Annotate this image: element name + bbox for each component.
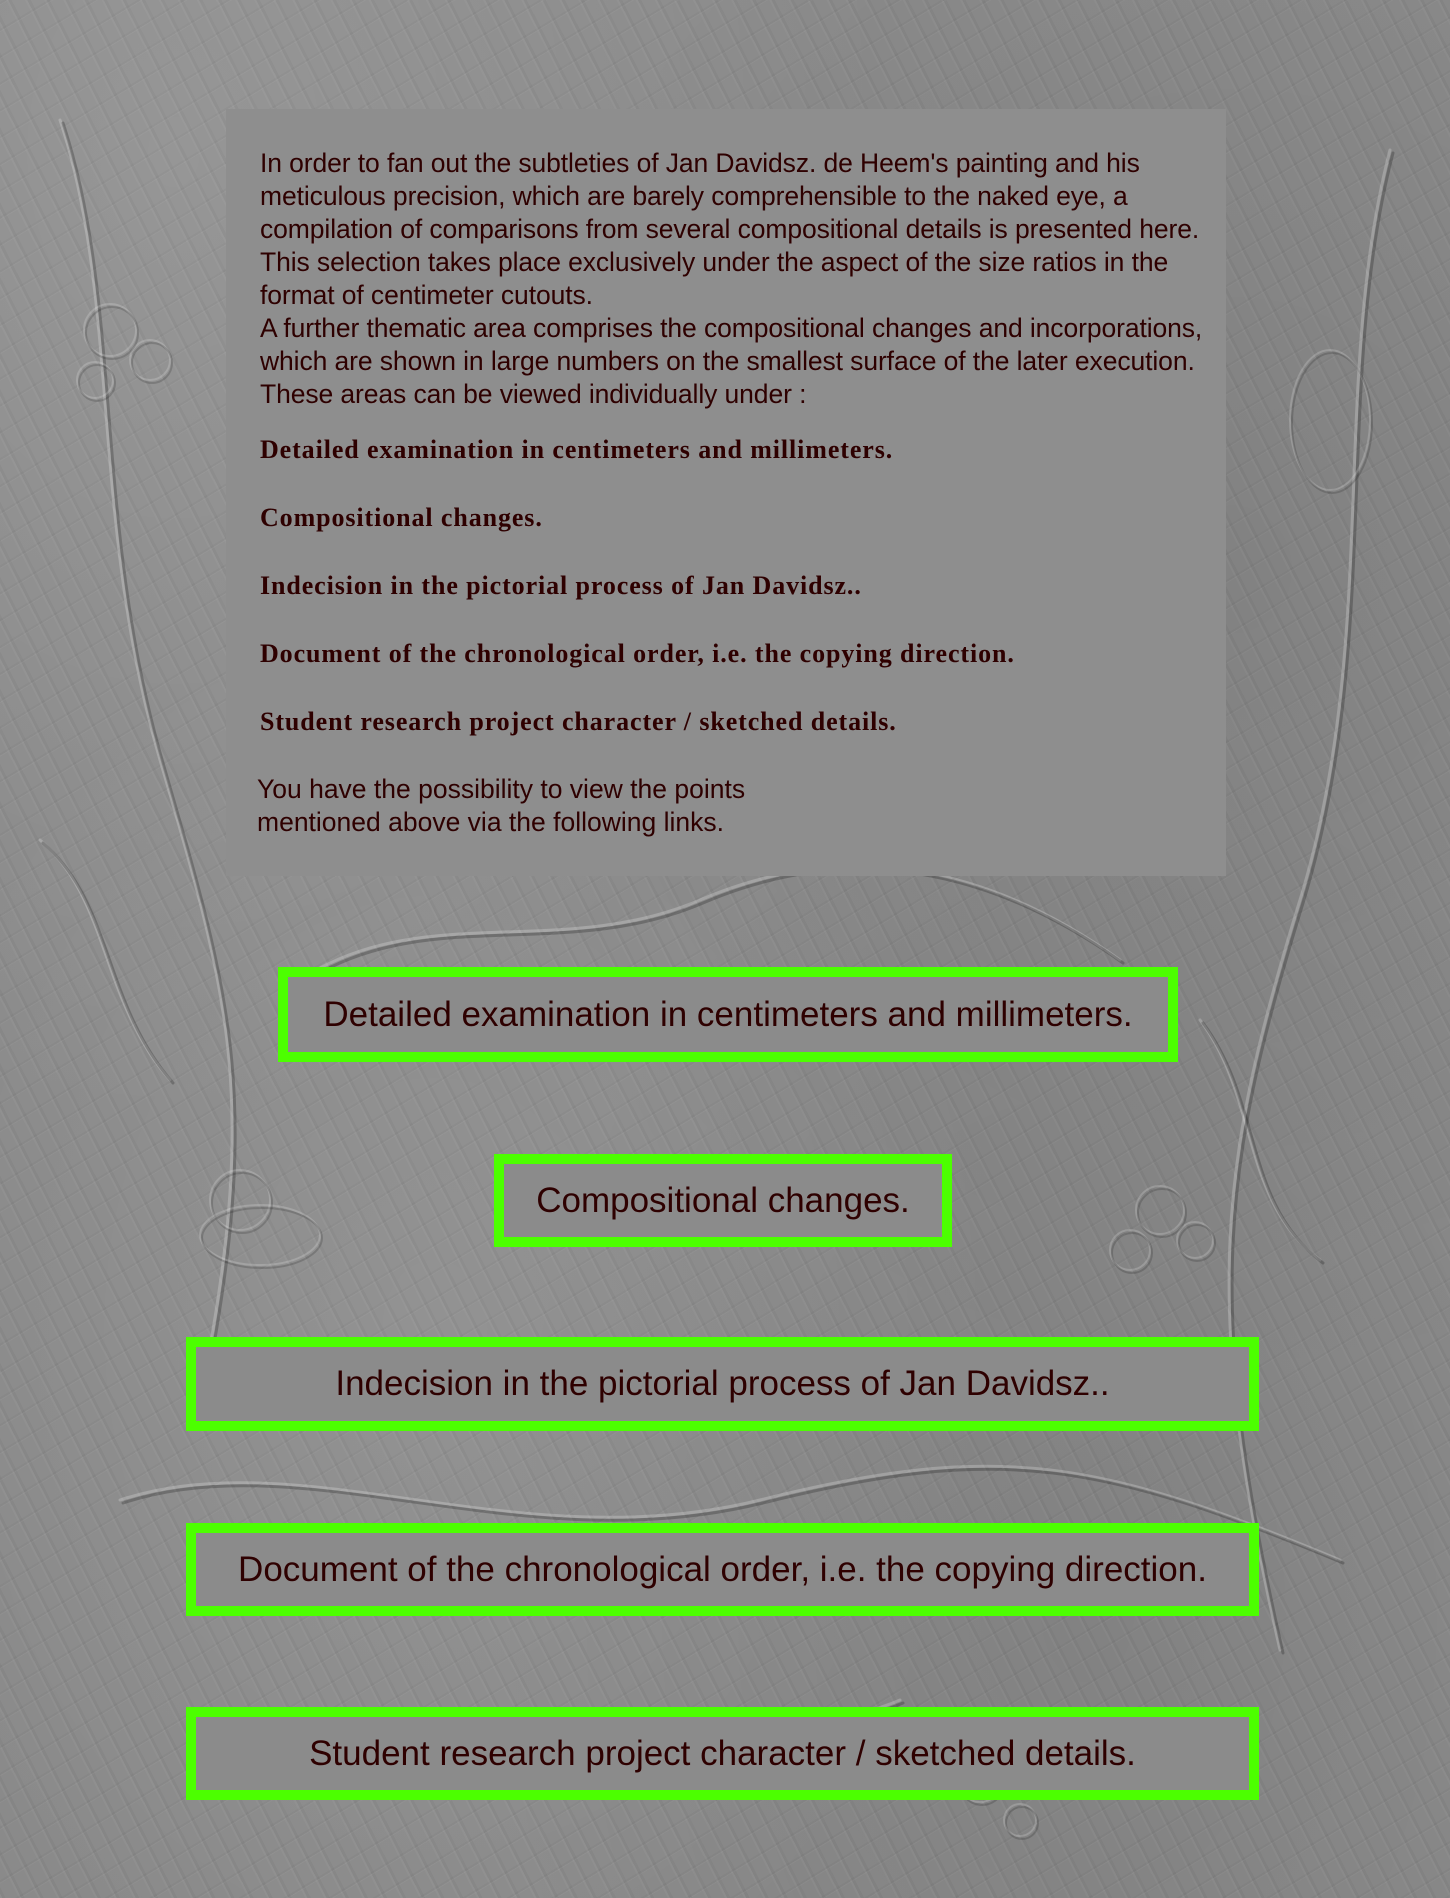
topic-item: Student research project character / sketched details. xyxy=(260,707,897,736)
link-chronological-order[interactable]: Document of the chronological order, i.e. the copying direction. xyxy=(186,1523,1259,1616)
topic-item: Indecision in the pictorial process of Jan Davidsz.. xyxy=(260,571,862,600)
links-note-line-1: You have the possibility to view the points xyxy=(257,774,746,804)
links-note xyxy=(257,773,1226,839)
intro-paragraph-1: In order to fan out the subtleties of Jan Davidsz. de Heem's painting and his meticulous precision, which are barely comprehensible to the naked eye, a compilation of comparisons from several compositional details is presented here. This selection takes place exclusively under the aspect of the size ratios in the format of centimeter cutouts. xyxy=(260,148,1200,310)
topic-item: Compositional changes. xyxy=(260,503,543,532)
link-student-research[interactable]: Student research project character / sketched details. xyxy=(186,1707,1259,1800)
links-note-line-2: mentioned above via the following links. xyxy=(257,807,724,837)
intro-paragraph-2: A further thematic area comprises the compositional changes and incorporations, which are shown in large numbers on the smallest surface of the later execution. These areas can be viewed individually under : xyxy=(260,313,1203,409)
intro-text xyxy=(260,147,1226,411)
topic-list xyxy=(260,435,1226,737)
link-compositional-changes[interactable]: Compositional changes. xyxy=(494,1154,952,1247)
link-indecision[interactable]: Indecision in the pictorial process of Jan Davidsz.. xyxy=(186,1337,1259,1431)
intro-panel xyxy=(226,109,1226,876)
link-detailed-examination[interactable]: Detailed examination in centimeters and millimeters. xyxy=(278,967,1178,1062)
topic-item: Detailed examination in centimeters and millimeters. xyxy=(260,435,894,464)
topic-item: Document of the chronological order, i.e. the copying direction. xyxy=(260,639,1015,668)
